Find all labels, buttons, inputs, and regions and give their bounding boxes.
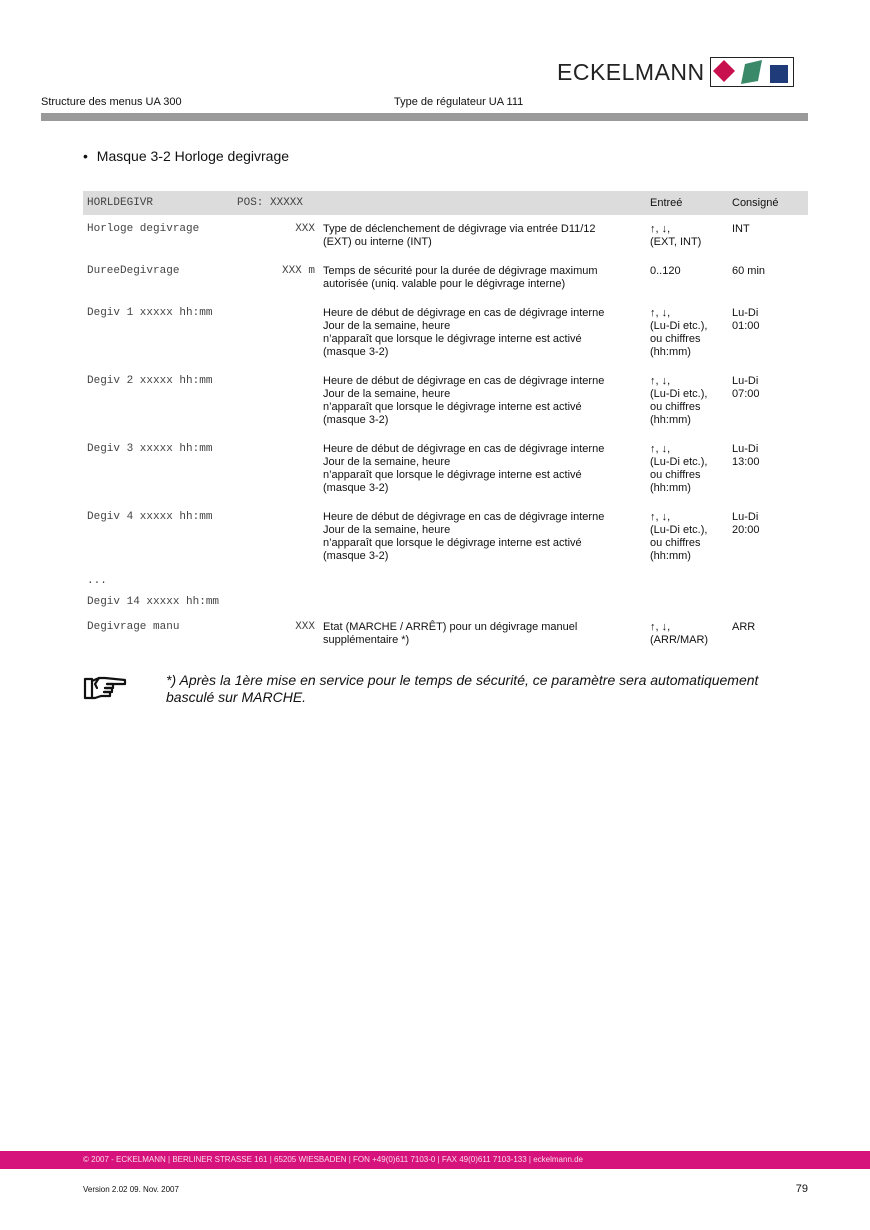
cell-description: Heure de début de dégivrage en cas de dégivrage interne Jour de la semaine, heure n’apparaît que lorsque le dégivrage interne est activé (masque 3-2) — [323, 443, 605, 494]
cell-description: Type de déclenchement de dégivrage via entrée D11/12 (EXT) ou interne (INT) — [323, 223, 596, 248]
cell-description: Heure de début de dégivrage en cas de dégivrage interne Jour de la semaine, heure n’apparaît que lorsque le dégivrage interne est activé (masque 3-2) — [323, 511, 605, 562]
cell-value: XXX — [295, 223, 315, 235]
section-title-text: Masque 3-2 Horloge degivrage — [96, 148, 290, 164]
cell-description: Etat (MARCHE / ARRÊT) pour un dégivrage manuel supplémentaire *) — [323, 621, 578, 646]
table-row — [83, 613, 808, 655]
cell-menu-name: Degivrage manu — [87, 621, 180, 633]
bullet: • — [83, 148, 88, 164]
cell-input: ↑, ↓, (ARR/MAR) — [650, 621, 709, 646]
table-header-row — [83, 191, 808, 215]
table-row — [83, 299, 808, 367]
cell-setpoint: ARR — [732, 621, 756, 633]
cell-description — [319, 571, 646, 592]
cell-value — [233, 571, 319, 592]
table-row — [83, 215, 808, 257]
cell-menu-name: DureeDegivrage — [87, 265, 180, 277]
cell-input: ↑, ↓, (Lu-Di etc.), ou chiffres (hh:mm) — [650, 511, 708, 562]
cell-value: XXX — [295, 621, 315, 633]
cell-value — [233, 367, 319, 435]
header-document-title: Structure des menus UA 300 — [41, 96, 182, 108]
header-setpoint: Consigné — [728, 191, 808, 215]
table-row — [83, 503, 808, 571]
cell-setpoint: INT — [732, 223, 750, 235]
cell-description — [319, 592, 646, 613]
cell-menu-name: Degiv 2 xxxxx hh:mm — [87, 375, 213, 387]
section-title — [83, 148, 289, 164]
logo-text: ECKELMANN — [557, 58, 705, 85]
cell-description: Heure de début de dégivrage en cas de dégivrage interne Jour de la semaine, heure n’apparaît que lorsque le dégivrage interne est activé (masque 3-2) — [323, 375, 605, 426]
cell-value: XXX m — [281, 265, 315, 277]
header-controller-type: Type de régulateur UA 111 — [394, 96, 524, 108]
table-row — [83, 571, 808, 592]
table-row — [83, 257, 808, 299]
cell-setpoint: Lu-Di 01:00 — [732, 307, 760, 332]
cell-input — [646, 592, 728, 613]
header-description — [319, 191, 646, 215]
cell-menu-name: Degiv 1 xxxxx hh:mm — [87, 307, 213, 319]
cell-input: ↑, ↓, (Lu-Di etc.), ou chiffres (hh:mm) — [650, 443, 708, 494]
header-divider — [41, 113, 808, 121]
cell-value — [233, 592, 319, 613]
cell-menu-name: Degiv 3 xxxxx hh:mm — [87, 443, 213, 455]
cell-input: ↑, ↓, (Lu-Di etc.), ou chiffres (hh:mm) — [650, 375, 708, 426]
note-text: *) Après la 1ère mise en service pour le temps de sécurité, ce paramètre sera automatiquement basculé sur MARCHE. — [166, 672, 759, 705]
cell-input: 0..120 — [650, 265, 681, 277]
header-position: POS: XXXXX — [233, 191, 319, 215]
eckelmann-logo — [557, 56, 794, 88]
header-menu-name: HORLDEGIVR — [83, 191, 233, 215]
cell-setpoint — [728, 592, 808, 613]
header-input: Entreé — [646, 191, 728, 215]
table-row — [83, 367, 808, 435]
parameter-table — [83, 191, 808, 655]
cell-input — [646, 571, 728, 592]
cell-setpoint: Lu-Di 07:00 — [732, 375, 760, 400]
cell-setpoint: Lu-Di 20:00 — [732, 511, 760, 536]
cell-menu-name: Degiv 14 xxxxx hh:mm — [87, 596, 220, 608]
page-number: 79 — [795, 1183, 808, 1195]
cell-setpoint: 60 min — [732, 265, 766, 277]
footer-bar — [0, 1151, 870, 1169]
cell-input: ↑, ↓, (Lu-Di etc.), ou chiffres (hh:mm) — [650, 307, 708, 358]
version-info: Version 2.02 09. Nov. 2007 — [83, 1185, 179, 1194]
cell-setpoint — [728, 571, 808, 592]
cell-description: Temps de sécurité pour la durée de dégivrage maximum autorisée (uniq. valable pour le dégivrage interne) — [323, 265, 598, 290]
table-row — [83, 592, 808, 613]
cell-value — [233, 299, 319, 367]
cell-description: Heure de début de dégivrage en cas de dégivrage interne Jour de la semaine, heure n’apparaît que lorsque le dégivrage interne est activé (masque 3-2) — [323, 307, 605, 358]
cell-menu-name: Degiv 4 xxxxx hh:mm — [87, 511, 213, 523]
footer-contact: © 2007 - ECKELMANN | BERLINER STRASSE 161 | 65205 WIESBADEN | FON +49(0)611 7103-0 | FAX 49(0)611 7103-133 | eckelmann.de — [83, 1155, 584, 1164]
cell-menu-name: ... — [87, 575, 107, 587]
cell-value — [233, 435, 319, 503]
cell-value — [233, 503, 319, 571]
cell-setpoint: Lu-Di 13:00 — [732, 443, 760, 468]
pointing-hand-icon — [83, 674, 129, 702]
cell-input: ↑, ↓, (EXT, INT) — [650, 223, 702, 248]
logo-mark-icon — [710, 57, 794, 87]
cell-menu-name: Horloge degivrage — [87, 223, 200, 235]
table-row — [83, 435, 808, 503]
